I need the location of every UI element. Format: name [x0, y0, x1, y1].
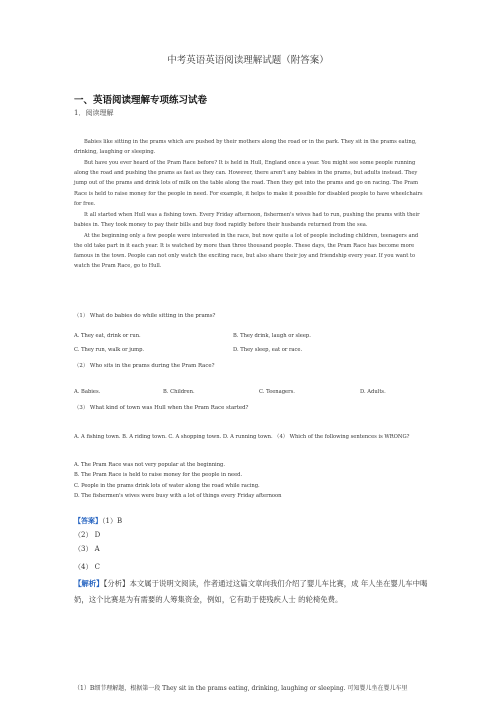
question-3-options-line: A. A fishing town. B. A riding town. C. A shopping town. D. A running town. （4） Which of the following sentences is WRONG?: [74, 434, 410, 440]
answer-4: （4） C: [74, 563, 101, 571]
answer-3: （3） A: [74, 545, 100, 553]
section-heading: 一、英语阅读理解专项练习试卷: [74, 95, 208, 106]
question-2-option-a: A. Babies.: [74, 389, 101, 395]
answer-2: （2） D: [74, 531, 101, 539]
subheading: 1．阅读理解: [74, 109, 114, 117]
question-2-option-b: B. Children.: [163, 389, 195, 395]
question-1-option-c: C. They run, walk or jump.: [74, 347, 145, 353]
passage-paragraph: Babies like sitting in the prams which are pushed by their mothers along the road or in the park. They sit in the prams eating, drinking, laughing or sleeping.: [74, 139, 417, 156]
analysis-detail-line: （1）B细节理解题，根据第一段 They sit in the prams eating, drinking, laughing or sleeping. 可知婴儿坐在婴儿车里: [74, 685, 408, 692]
passage-paragraph: At the beginning only a few people were interested in the race, but now quite a lot of people including children, teenagers and the old take part in it each year. It is watched by more than three thousand people. These days, the Pram Race has become more famous in the town. People can not only watch the exciting race, but also share their joy and friendship every year. If you want to watch the Pram Race, go to Hull.: [74, 232, 419, 270]
question-4-option-b: B. The Pram Race is held to raise money for the people in need.: [74, 472, 243, 479]
question-3-stem: （3） What kind of town was Hull when the Pram Race started?: [74, 405, 249, 411]
analysis-tag: 【解析】: [74, 579, 104, 588]
question-1-option-d: D. They sleep, eat or race.: [233, 347, 303, 353]
passage-paragraph: But have you ever heard of the Pram Race before? It is held in Hull, England once a year. You might see some people running along the road and pushing the prams as fast as they can. However, there aren't any babies in the prams, but adults instead. They jump out of the prams and drink lots of milk on the table along the road. Then they get into the prams and go on racing. The Pram Race is held to raise money for the people in need. For example, it helps to make it possible for disabled people to have wheelchairs for free.: [74, 160, 423, 207]
question-1-option-b: B. They drink, laugh or sleep.: [233, 333, 311, 339]
question-2-option-d: D. Adults.: [360, 389, 386, 395]
answer-tag: 【答案】: [74, 517, 102, 525]
question-2-option-c: C. Teenagers.: [259, 389, 295, 395]
question-4-option-a: A. The Pram Race was not very popular at the beginning.: [74, 462, 226, 468]
question-4-options: [74, 460, 434, 502]
question-2-stem: （2） Who sits in the prams during the Pram Race?: [74, 363, 215, 369]
reading-passage: [74, 137, 426, 272]
document-title: 中考英语英语阅读理解试题（附答案）: [167, 55, 329, 66]
passage-paragraph: It all started when Hull was a fishing town. Every Friday afternoon, fishermen's wives had to run, pushing the prams with their babies in. They took money to pay their bills and buy food rapidly before their husbands returned from the sea.: [74, 211, 420, 228]
analysis-block: [74, 576, 438, 608]
answer-block: [74, 514, 438, 574]
analysis-text: 【分析】本文属于说明文阅读，作者通过这篇文章向我们介绍了婴儿车比赛，成 年人坐在婴儿车中喝奶，这个比赛是为有需要的人筹集资金，例如，它有助于使残疾人士 的轮椅免费。: [74, 579, 428, 604]
question-1-option-a: A. They eat, drink or run.: [74, 333, 141, 339]
question-4-option-d: D. The fishermen's wives were busy with a lot of things every Friday afternoon: [74, 493, 282, 500]
answer-1: （1）B: [102, 517, 123, 525]
answer-line-1: [74, 514, 438, 528]
question-4-option-c: C. People in the prams drink lots of water along the road while racing.: [74, 482, 260, 489]
question-1-stem: （1） What do babies do while sitting in the prams?: [74, 313, 216, 319]
